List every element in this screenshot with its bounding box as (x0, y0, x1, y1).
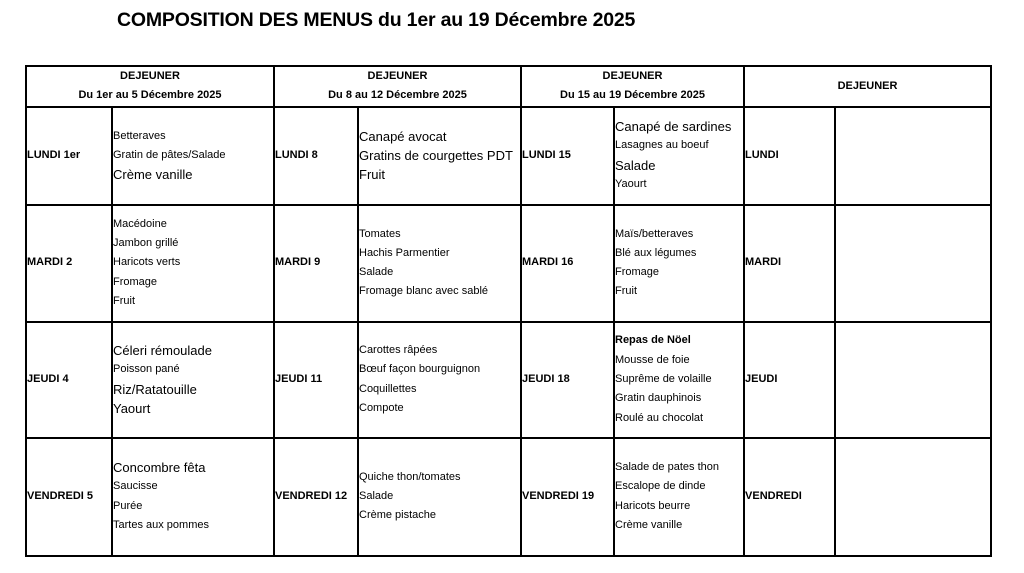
dishes-cell (835, 322, 991, 438)
day-label: LUNDI 15 (521, 107, 614, 205)
dishes-cell (112, 205, 274, 322)
day-row (26, 205, 991, 322)
dishes-cell (358, 438, 521, 556)
dish-item: Fromage blanc avec sablé (359, 285, 489, 298)
dishes-cell (112, 322, 274, 438)
dish-item: Suprême de volaille (615, 372, 712, 385)
dish-item: Salade de pates thon (615, 461, 719, 473)
dish-item: Maïs/betteraves (615, 227, 694, 240)
day-row (26, 322, 991, 438)
dish-item: Mousse de foie (615, 353, 690, 366)
dish-item: Haricots beurre (615, 499, 691, 512)
week-dates: Du 8 au 12 Décembre 2025 (328, 89, 467, 102)
day-label: MARDI 2 (26, 205, 112, 322)
dishes-cell (835, 438, 991, 556)
dish-item: Saucisse (113, 480, 158, 493)
dishes-cell (614, 322, 744, 438)
day-label: JEUDI 18 (521, 322, 614, 438)
dish-item: Riz/Ratatouille (113, 381, 197, 397)
dish-item: Jambon grillé (113, 237, 179, 250)
dish-item: Roulé au chocolat (615, 411, 704, 424)
dishes-cell (614, 107, 744, 205)
dish-item: Crème vanille (113, 167, 193, 183)
dish-item: Hachis Parmentier (359, 246, 450, 259)
dishes-cell (614, 205, 744, 322)
dish-item: Tomates (359, 227, 401, 240)
dish-item: Gratin de pâtes/Salade (113, 148, 226, 161)
header-row (26, 66, 991, 107)
dish-item: Gratins de courgettes PDT (359, 147, 513, 163)
dish-item: Macédoine (113, 217, 167, 230)
day-label: LUNDI 8 (274, 107, 358, 205)
day-label: VENDREDI 12 (274, 438, 358, 556)
day-label: VENDREDI 5 (26, 438, 112, 556)
week-header (26, 66, 274, 107)
dish-item: Gratin dauphinois (615, 392, 702, 405)
dish-item: Tartes aux pommes (113, 518, 209, 531)
dishes-cell (112, 107, 274, 205)
day-label: JEUDI (744, 322, 835, 438)
day-label: VENDREDI (744, 438, 835, 556)
day-row (26, 107, 991, 205)
dish-item: Crème vanille (615, 518, 683, 531)
dishes-cell (835, 107, 991, 205)
dish-item: Blé aux légumes (615, 246, 697, 259)
dishes-cell (614, 438, 744, 556)
day-label: JEUDI 11 (274, 322, 358, 438)
dish-item: Yaourt (615, 177, 647, 190)
dish-item: Yaourt (113, 400, 151, 416)
week-header (744, 66, 991, 107)
week-header (521, 66, 744, 107)
dish-item: Céleri rémoulade (113, 343, 212, 358)
dish-item: Salade (359, 266, 394, 279)
dish-item: Lasagnes au boeuf (615, 139, 709, 152)
day-label: JEUDI 4 (26, 322, 112, 438)
week-header-label: DEJEUNER (367, 70, 428, 82)
dish-item: Quiche thon/tomates (359, 470, 461, 483)
dish-item: Fromage (615, 266, 660, 279)
day-label: MARDI 9 (274, 205, 358, 322)
menu-table (25, 65, 992, 557)
dish-item: Crème pistache (359, 509, 437, 522)
day-label: LUNDI (744, 107, 835, 205)
dish-item: Coquillettes (359, 382, 417, 395)
week-header-label: DEJEUNER (120, 70, 180, 82)
dish-item: Betteraves (113, 129, 166, 142)
day-label: MARDI (744, 205, 835, 322)
dish-item: Fruit (615, 285, 637, 298)
day-label: VENDREDI 19 (521, 438, 614, 556)
dishes-cell (835, 205, 991, 322)
dish-item: Bœuf façon bourguignon (359, 363, 481, 376)
dish-item: Purée (113, 499, 143, 512)
dish-item: Salade (359, 489, 394, 502)
dishes-cell (358, 205, 521, 322)
dish-item: Canapé de sardines (615, 119, 732, 134)
dishes-cell (358, 107, 521, 205)
week-dates: Du 1er au 5 Décembre 2025 (78, 89, 222, 102)
dish-item: Fromage (113, 275, 158, 288)
dish-item: Escalope de dinde (615, 480, 706, 493)
week-header (274, 66, 521, 107)
dishes-cell (112, 438, 274, 556)
page-title: COMPOSITION DES MENUS du 1er au 19 Décembre 2025 (117, 9, 636, 31)
dish-item: Repas de Nöel (615, 334, 691, 347)
week-header-label: DEJEUNER (837, 79, 898, 92)
dish-item: Haricots verts (113, 256, 181, 269)
week-dates: Du 15 au 19 Décembre 2025 (560, 89, 705, 102)
dish-item: Compote (359, 401, 404, 414)
dish-item: Carottes râpées (359, 344, 438, 356)
dish-item: Salade (615, 157, 656, 173)
dish-item: Concombre fêta (113, 460, 206, 475)
day-label: MARDI 16 (521, 205, 614, 322)
dish-item: Canapé avocat (359, 128, 447, 144)
dish-item: Fruit (359, 167, 385, 183)
dish-item: Poisson pané (113, 363, 180, 376)
week-header-label: DEJEUNER (602, 70, 663, 82)
day-row (26, 438, 991, 556)
day-label: LUNDI 1er (26, 107, 112, 205)
dishes-cell (358, 322, 521, 438)
dish-item: Fruit (113, 295, 135, 308)
